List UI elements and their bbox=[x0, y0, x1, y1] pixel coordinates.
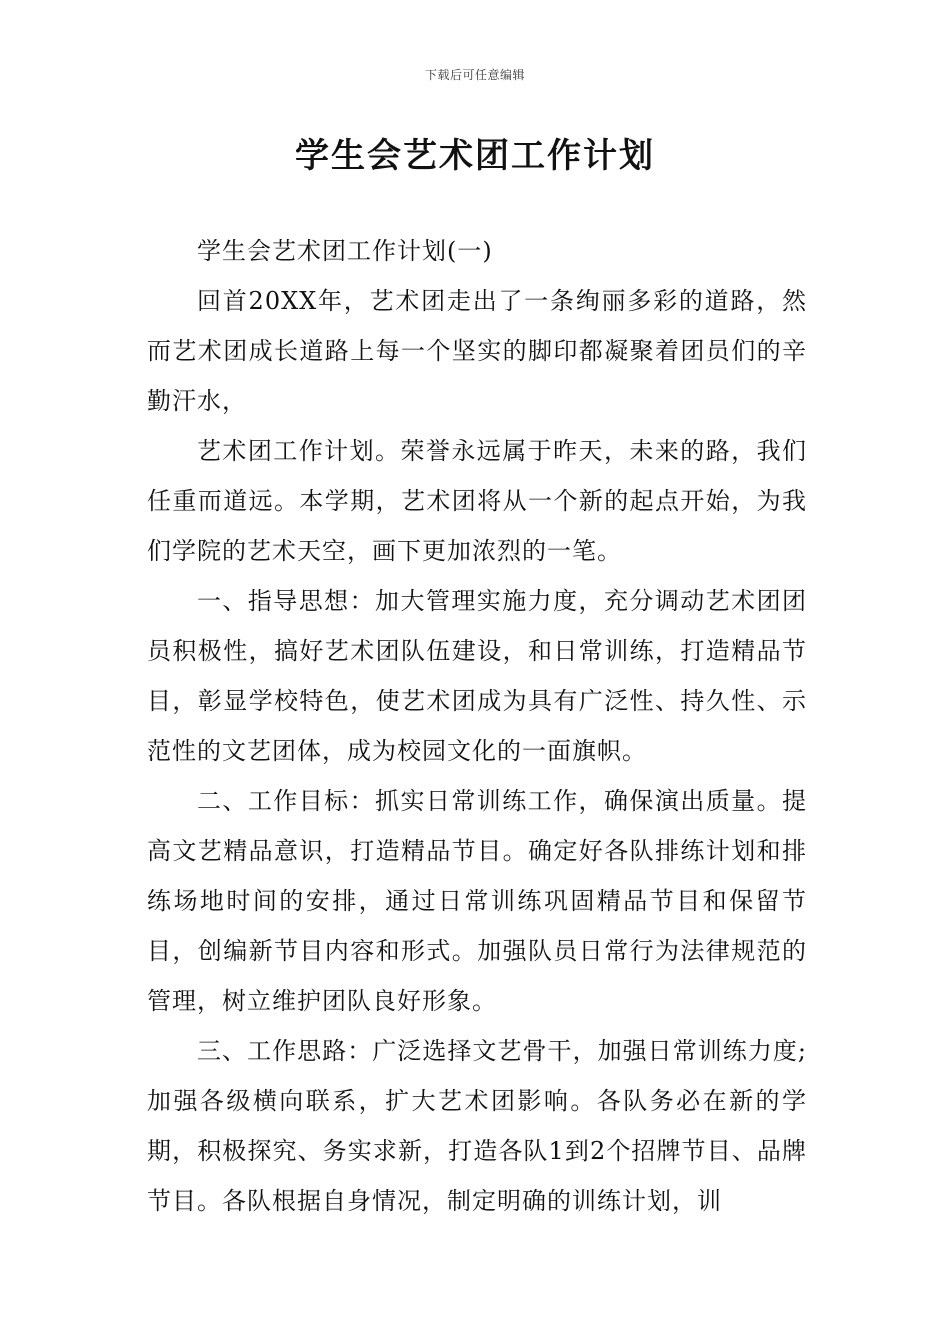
document-title: 学生会艺术团工作计划 bbox=[295, 136, 655, 176]
paragraph-intro: 回首20XX年，艺术团走出了一条绚丽多彩的道路，然而艺术团成长道路上每一个坚实的脚印都凝聚着团员们的辛勤汗水， bbox=[147, 287, 807, 415]
paragraph-outlook: 艺术团工作计划。荣誉永远属于昨天，未来的路，我们任重而道远。本学期，艺术团将从一个新的起点开始，为我们学院的艺术天空，画下更加浓烈的一笔。 bbox=[147, 437, 807, 565]
paragraph-guiding-ideology: 一、指导思想：加大管理实施力度，充分调动艺术团团员积极性，搞好艺术团队伍建设，和日常训练，打造精品节目，彰显学校特色，使艺术团成为具有广泛性、持久性、示范性的文艺团体，成为校园文化的一面旗帜。 bbox=[147, 587, 807, 765]
paragraph-work-goals: 二、工作目标：抓实日常训练工作，确保演出质量。提高文艺精品意识，打造精品节目。确定好各队排练计划和排练场地时间的安排，通过日常训练巩固精品节目和保留节目，创编新节目内容和形式。加强队员日常行为法律规范的管理，树立维护团队良好形象。 bbox=[147, 787, 807, 1015]
paragraph-subtitle: 学生会艺术团工作计划(一) bbox=[197, 237, 493, 265]
header-note: 下载后可任意编辑 bbox=[424, 68, 525, 82]
document-body bbox=[147, 226, 807, 1226]
paragraph-work-approach: 三、工作思路：广泛选择文艺骨干，加强日常训练力度;加强各级横向联系，扩大艺术团影响。各队务必在新的学期，积极探究、务实求新，打造各队1到2个招牌节目、品牌节目。各队根据自身情况，制定明确的训练计划，训 bbox=[147, 1037, 807, 1215]
